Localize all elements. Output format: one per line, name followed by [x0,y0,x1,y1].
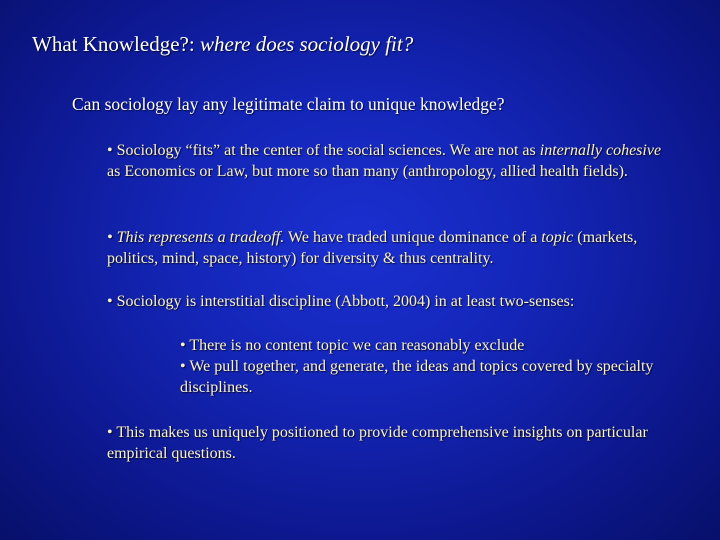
bullet-center-of-social-sciences [107,140,677,182]
title-italic: where does sociology fit? [199,32,414,56]
bullet-interstitial-discipline: • Sociology is interstitial discipline (Abbott, 2004) in at least two-senses: [107,293,575,310]
bullet2-italic2: topic [541,229,574,246]
sub-bullet-item: • There is no content topic we can reasonably exclude [180,337,525,354]
bullet2-part2: (markets, politics, mind, space, history) for diversity & thus centrality. [107,229,638,267]
slide-subtitle: Can sociology lay any legitimate claim to unique knowledge? [72,94,505,114]
slide-title [32,31,413,57]
bullet1-italic: internally cohesive [539,142,662,159]
sub-bullet-item: • We pull together, and generate, the ideas and topics covered by specialty disciplines. [180,358,654,396]
bullet2-part1: We have traded unique dominance of a [284,229,542,246]
bullet1-part2: as Economics or Law, but more so than many (anthropology, allied health fields). [107,163,628,180]
bullet1-part1: • Sociology “fits” at the center of the social sciences. We are not as [107,142,540,159]
bullet2-italic1: • This represents a tradeoff. [107,229,285,246]
sub-bullet-list [180,335,670,398]
title-plain: What Knowledge?: [32,32,200,56]
bullet-tradeoff [107,227,677,269]
bullet-uniquely-positioned: • This makes us uniquely positioned to provide comprehensive insights on particular empirical questions. [107,424,648,462]
